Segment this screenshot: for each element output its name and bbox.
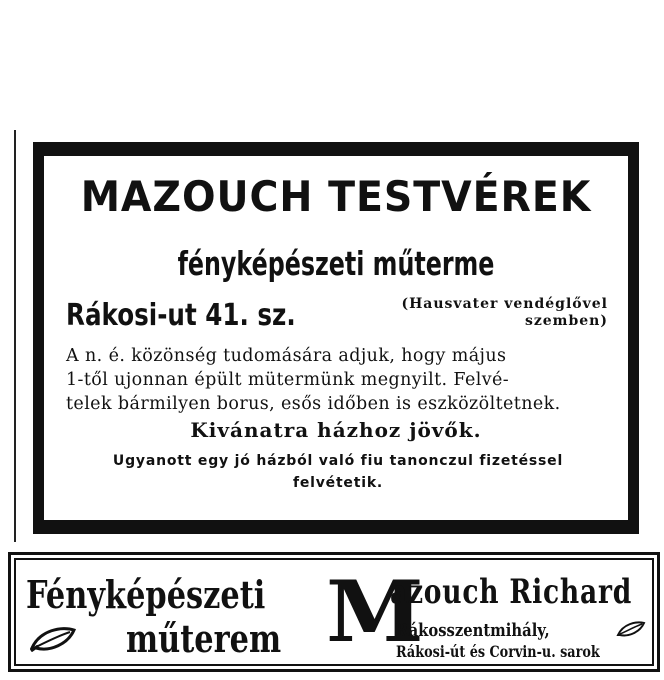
ad1-body-line: 1-től ujonnan épült mütermünk megnyilt. Felvé- [66, 370, 510, 390]
advertisement-mazouch-testverek [33, 142, 639, 534]
ad2-name: azouch Richard [390, 572, 633, 612]
ad2-studio-line2: műterem [126, 616, 282, 661]
ad1-note-line1: (Hausvater vendéglővel [401, 296, 608, 312]
ad2-location-line2: Rákosi-út és Corvin-u. sarok [396, 642, 600, 661]
monogram-m: M [326, 562, 424, 661]
advertisement-mazouch-richard [8, 552, 660, 672]
ad1-address-note [401, 296, 608, 330]
border-top [33, 142, 639, 156]
ad2-location-line1: Rákosszentmihály, [396, 620, 550, 641]
ad1-body [66, 344, 610, 416]
ad1-note-line2: szemben) [524, 313, 608, 329]
border-right [628, 142, 639, 534]
ad2-studio-line1: Fényképészeti [26, 572, 266, 617]
ad1-headline: MAZOUCH TESTVÉREK [80, 172, 592, 221]
ad1-body-line: telek bármilyen borus, esős időben is eszközöltetnek. [66, 394, 561, 414]
ad1-footer-line1: Ugyanott egy jó házból való fiu tanonczul fizetéssel [112, 453, 564, 469]
ad1-footer-line2: felvétetik. [292, 475, 384, 491]
leaf-ornament-icon [616, 620, 646, 638]
margin-rule [14, 130, 16, 542]
border-left [33, 142, 44, 534]
ad1-body-line: A n. é. közönség tudomására adjuk, hogy május [66, 346, 507, 366]
ad1-subtitle: fényképészeti műterme [177, 244, 495, 283]
ad1-emphasis: Kivánatra házhoz jövők. [190, 418, 482, 442]
ad1-address: Rákosi-ut 41. sz. [66, 298, 296, 333]
leaf-ornament-icon [30, 626, 76, 652]
ad1-content [44, 156, 628, 520]
ad1-footer [66, 450, 610, 494]
border-bottom [33, 520, 639, 534]
